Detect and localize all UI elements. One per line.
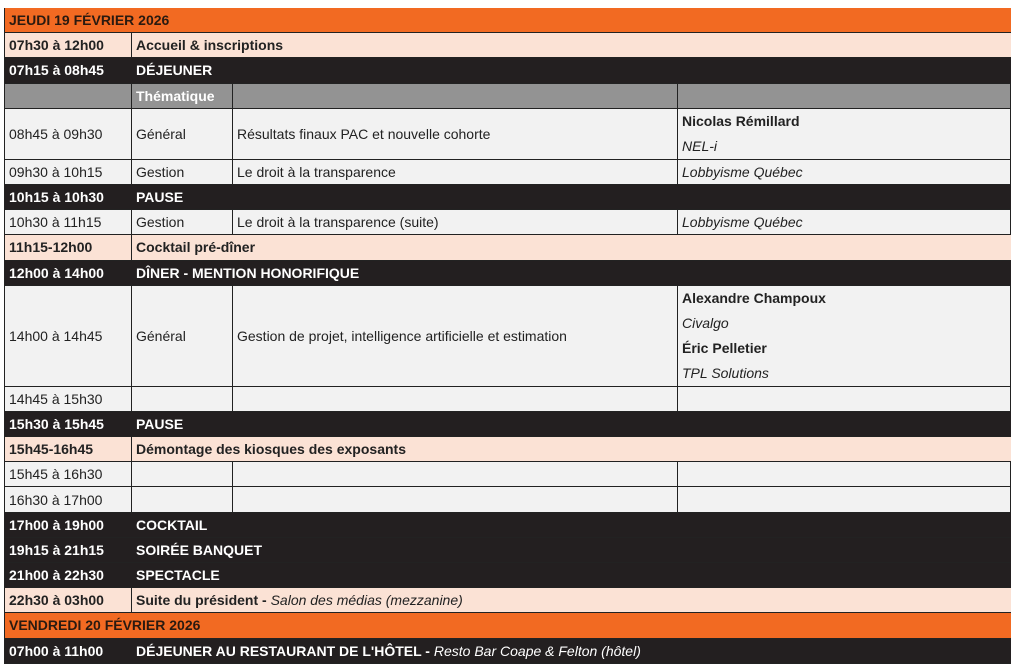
day-header: JEUDI 19 FÉVRIER 2026 <box>5 8 1011 33</box>
session-row: 10h30 à 11h15 Gestion Le droit à la transparence (suite) Lobbyisme Québec <box>5 210 1011 235</box>
schedule-row: 07h00 à 11h00 DÉJEUNER AU RESTAURANT DE L'HÔTEL - Resto Bar Coape & Felton (hôtel) <box>5 639 1011 664</box>
schedule-row: 17h00 à 19h00 COCKTAIL <box>5 513 1011 538</box>
schedule-row: 11h15-12h00 Cocktail pré-dîner <box>5 235 1011 260</box>
column-header-row <box>5 84 1011 109</box>
session-row: 15h45 à 16h30 <box>5 462 1011 487</box>
session-row: 09h30 à 10h15 Gestion Le droit à la transparence Lobbyisme Québec <box>5 160 1011 185</box>
session-row: 14h00 à 14h45 Général Gestion de projet, intelligence artificielle et estimation Alexandre Champoux Civalgo Éric Pelletier TPL Solutions <box>5 286 1011 387</box>
schedule-table <box>4 8 1011 664</box>
schedule-row: 07h30 à 12h00 Accueil & inscriptions <box>5 33 1011 58</box>
speakers: Nicolas Rémillard NEL-i <box>678 109 1011 159</box>
speakers: Alexandre Champoux Civalgo Éric Pelletier TPL Solutions <box>678 286 1011 386</box>
schedule-row: 15h45-16h45 Démontage des kiosques des exposants <box>5 437 1011 462</box>
schedule-row: 07h15 à 08h45 DÉJEUNER <box>5 58 1011 83</box>
thematic-header: Thématique <box>132 84 233 108</box>
session-row: 14h45 à 15h30 <box>5 387 1011 412</box>
schedule-row: 12h00 à 14h00 DÎNER - MENTION HONORIFIQUE <box>5 261 1011 286</box>
session-row: 16h30 à 17h00 <box>5 487 1011 512</box>
session-row: 08h45 à 09h30 Général Résultats finaux PAC et nouvelle cohorte Nicolas Rémillard NEL-i <box>5 109 1011 160</box>
schedule-row: 22h30 à 03h00 Suite du président - Salon des médias (mezzanine) <box>5 588 1011 613</box>
schedule-row: 21h00 à 22h30 SPECTACLE <box>5 563 1011 588</box>
schedule-row: 15h30 à 15h45 PAUSE <box>5 412 1011 437</box>
schedule-row: 10h15 à 10h30 PAUSE <box>5 185 1011 210</box>
day-header: VENDREDI 20 FÉVRIER 2026 <box>5 613 1011 638</box>
schedule-row: 19h15 à 21h15 SOIRÉE BANQUET <box>5 538 1011 563</box>
